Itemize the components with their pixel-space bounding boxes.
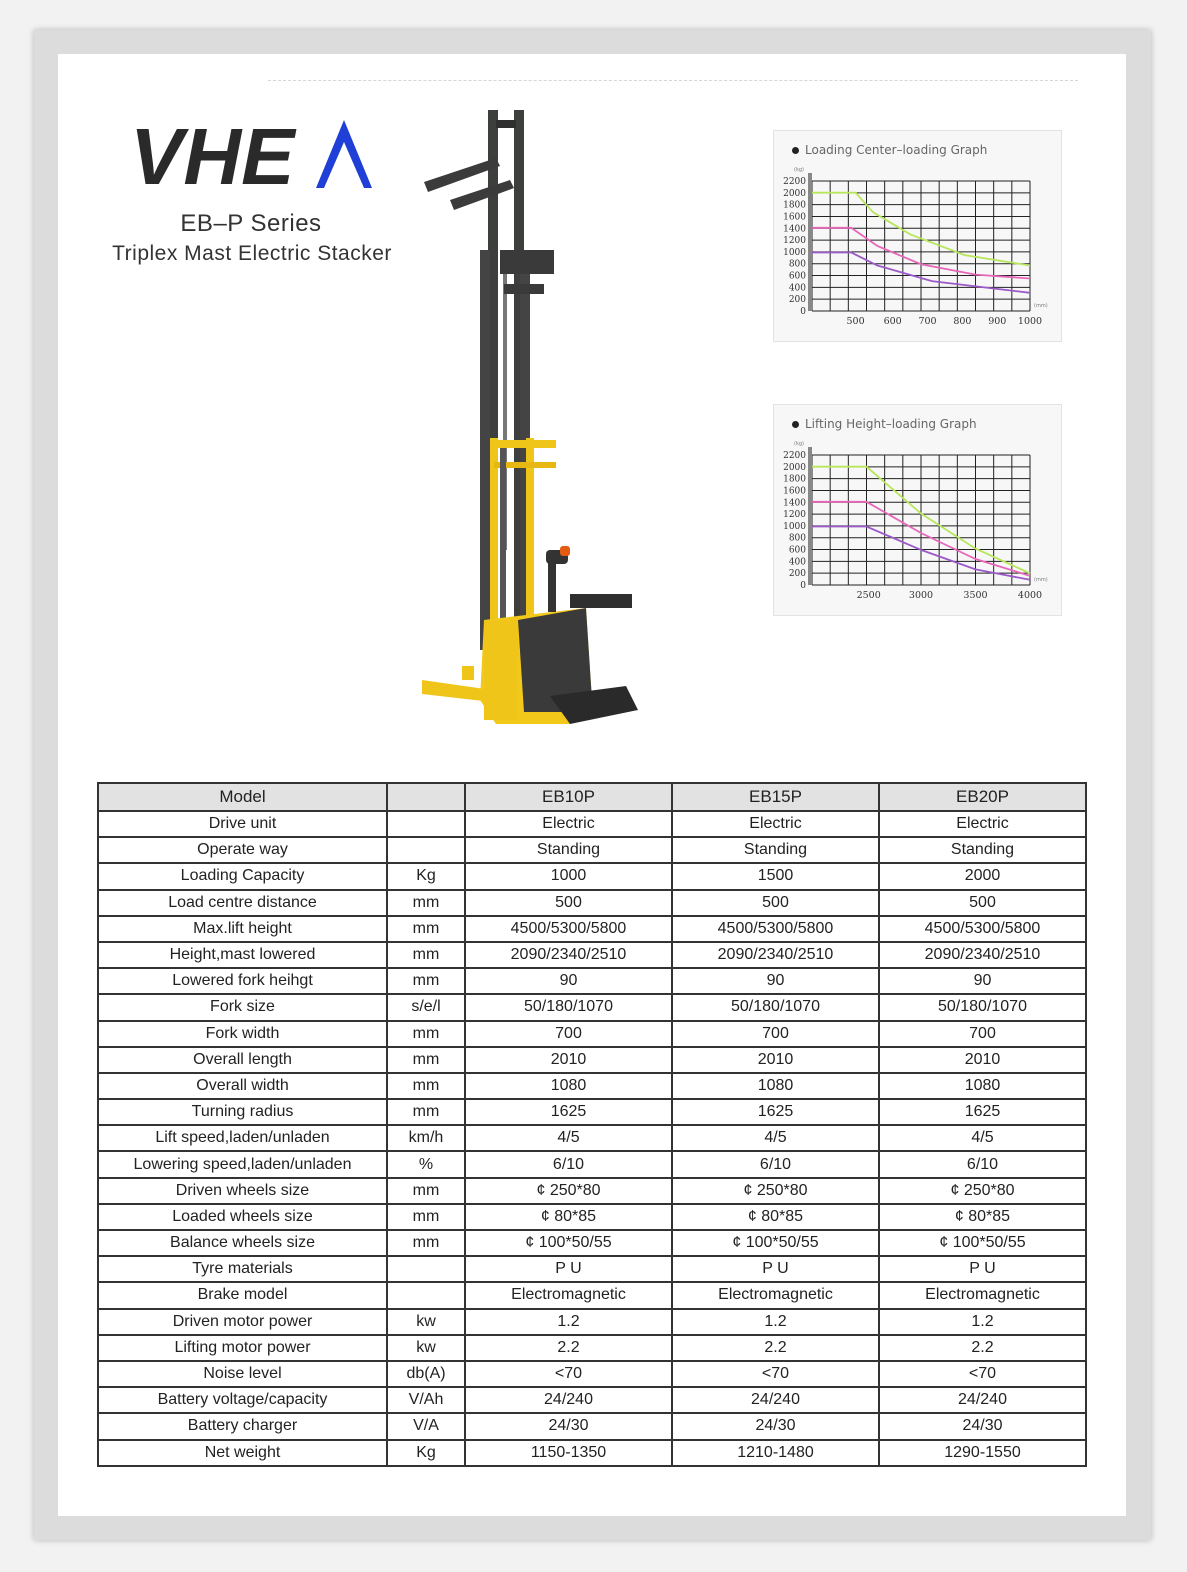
- spec-eb20p: 1.2: [879, 1309, 1086, 1335]
- y-tick-label: 600: [788, 545, 806, 556]
- y-unit-label: (kg): [794, 441, 804, 447]
- y-tick-label: 2200: [783, 451, 806, 461]
- spec-eb15p: 4/5: [672, 1125, 879, 1151]
- table-row: [98, 1413, 1086, 1439]
- spec-eb15p: 90: [672, 968, 879, 994]
- spec-label: Loaded wheels size: [98, 1204, 387, 1230]
- spec-eb20p: ¢ 80*85: [879, 1204, 1086, 1230]
- header-eb10p: EB10P: [465, 783, 672, 811]
- x-tick-label: 700: [918, 316, 937, 327]
- x-tick-label: 600: [883, 316, 902, 327]
- spec-eb10p: 2.2: [465, 1335, 672, 1361]
- y-tick-label: 0: [800, 581, 806, 591]
- y-tick-label: 2000: [783, 462, 806, 473]
- spec-eb15p: 1625: [672, 1099, 879, 1125]
- spec-eb15p: Electric: [672, 811, 879, 837]
- spec-eb10p: Standing: [465, 837, 672, 863]
- spec-eb20p: 2.2: [879, 1335, 1086, 1361]
- spec-eb15p: 6/10: [672, 1151, 879, 1177]
- table-row: [98, 863, 1086, 889]
- table-row: [98, 1256, 1086, 1282]
- spec-label: Battery voltage/capacity: [98, 1387, 387, 1413]
- loading-center-graph: [773, 130, 1062, 342]
- x-tick-label: 4000: [1017, 590, 1043, 601]
- y-tick-label: 800: [788, 533, 806, 544]
- spec-eb10p: 6/10: [465, 1151, 672, 1177]
- y-tick-label: 1000: [783, 247, 806, 258]
- spec-eb15p: Electromagnetic: [672, 1282, 879, 1308]
- spec-eb15p: ¢ 80*85: [672, 1204, 879, 1230]
- spec-eb10p: 1080: [465, 1073, 672, 1099]
- spec-label: Noise level: [98, 1361, 387, 1387]
- spec-label: Balance wheels size: [98, 1230, 387, 1256]
- spec-eb10p: 1150-1350: [465, 1440, 672, 1466]
- spec-unit: mm: [387, 1099, 465, 1125]
- header-model: Model: [98, 783, 387, 811]
- spec-unit: kw: [387, 1309, 465, 1335]
- spec-label: Operate way: [98, 837, 387, 863]
- spec-unit: db(A): [387, 1361, 465, 1387]
- header-eb20p: EB20P: [879, 783, 1086, 811]
- spec-eb15p: 500: [672, 890, 879, 916]
- logo-wordmark: VHE: [130, 112, 295, 194]
- table-row: [98, 968, 1086, 994]
- x-unit-label: (mm): [1034, 577, 1048, 583]
- spec-eb20p: 6/10: [879, 1151, 1086, 1177]
- lifting-height-plot: [774, 405, 1061, 615]
- y-tick-label: 1200: [783, 510, 806, 521]
- lifting-height-graph: [773, 404, 1062, 616]
- table-row: [98, 1282, 1086, 1308]
- header-eb15p: EB15P: [672, 783, 879, 811]
- spec-eb20p: 2000: [879, 863, 1086, 889]
- spec-label: Driven wheels size: [98, 1178, 387, 1204]
- table-row: [98, 811, 1086, 837]
- spec-eb15p: Standing: [672, 837, 879, 863]
- spec-eb10p: ¢ 80*85: [465, 1204, 672, 1230]
- spec-eb10p: 90: [465, 968, 672, 994]
- y-tick-label: 200: [788, 295, 806, 306]
- spec-label: Lowered fork heihgt: [98, 968, 387, 994]
- spec-eb10p: 700: [465, 1021, 672, 1047]
- loading-center-graph-title: Loading Center–loading Graph: [792, 143, 987, 157]
- spec-label: Fork size: [98, 994, 387, 1020]
- spec-unit: mm: [387, 1204, 465, 1230]
- spec-unit: mm: [387, 968, 465, 994]
- spec-eb20p: 90: [879, 968, 1086, 994]
- spec-eb20p: P U: [879, 1256, 1086, 1282]
- spec-label: Height,mast lowered: [98, 942, 387, 968]
- spec-eb15p: 1500: [672, 863, 879, 889]
- y-tick-label: 2200: [783, 177, 806, 187]
- spec-label: Net weight: [98, 1440, 387, 1466]
- spec-label: Brake model: [98, 1282, 387, 1308]
- table-row: [98, 1021, 1086, 1047]
- spec-unit: [387, 1256, 465, 1282]
- table-header-row: [98, 783, 1086, 811]
- table-row: [98, 1178, 1086, 1204]
- spec-eb20p: ¢ 100*50/55: [879, 1230, 1086, 1256]
- spec-unit: V/A: [387, 1413, 465, 1439]
- x-tick-label: 800: [953, 316, 972, 327]
- spec-unit: Kg: [387, 1440, 465, 1466]
- specification-table: [97, 782, 1087, 1467]
- spec-eb20p: 500: [879, 890, 1086, 916]
- table-row: [98, 1125, 1086, 1151]
- spec-label: Lift speed,laden/unladen: [98, 1125, 387, 1151]
- spec-eb10p: 500: [465, 890, 672, 916]
- table-row: [98, 1440, 1086, 1466]
- spec-eb20p: 50/180/1070: [879, 994, 1086, 1020]
- table-row: [98, 1309, 1086, 1335]
- spec-eb15p: 1.2: [672, 1309, 879, 1335]
- spec-eb10p: P U: [465, 1256, 672, 1282]
- spec-eb15p: <70: [672, 1361, 879, 1387]
- spec-label: Load centre distance: [98, 890, 387, 916]
- y-tick-label: 1200: [783, 236, 806, 247]
- logo-chevron-icon: [316, 120, 372, 188]
- spec-eb20p: 24/240: [879, 1387, 1086, 1413]
- spec-eb10p: ¢ 100*50/55: [465, 1230, 672, 1256]
- y-tick-label: 800: [788, 259, 806, 270]
- y-tick-label: 1000: [783, 521, 806, 532]
- spec-eb15p: 4500/5300/5800: [672, 916, 879, 942]
- spec-eb20p: 1625: [879, 1099, 1086, 1125]
- x-tick-label: 500: [846, 316, 865, 327]
- spec-label: Driven motor power: [98, 1309, 387, 1335]
- header-unit: [387, 783, 465, 811]
- spec-eb15p: 1080: [672, 1073, 879, 1099]
- spec-eb20p: Standing: [879, 837, 1086, 863]
- spec-eb15p: 2.2: [672, 1335, 879, 1361]
- spec-eb10p: 2090/2340/2510: [465, 942, 672, 968]
- x-tick-label: 2500: [856, 590, 881, 601]
- table-row: [98, 890, 1086, 916]
- spec-label: Tyre materials: [98, 1256, 387, 1282]
- spec-eb15p: 1210-1480: [672, 1440, 879, 1466]
- table-row: [98, 1335, 1086, 1361]
- spec-eb20p: Electromagnetic: [879, 1282, 1086, 1308]
- spec-eb15p: 50/180/1070: [672, 994, 879, 1020]
- spec-eb20p: 4500/5300/5800: [879, 916, 1086, 942]
- y-tick-label: 400: [788, 283, 806, 294]
- y-unit-label: (kg): [794, 167, 804, 173]
- table-row: [98, 1204, 1086, 1230]
- table-row: [98, 1047, 1086, 1073]
- table-row: [98, 1361, 1086, 1387]
- spec-eb10p: 4500/5300/5800: [465, 916, 672, 942]
- spec-eb10p: 2010: [465, 1047, 672, 1073]
- spec-eb15p: 24/30: [672, 1413, 879, 1439]
- y-axis: [808, 447, 812, 585]
- spec-eb20p: 1080: [879, 1073, 1086, 1099]
- y-tick-label: 600: [788, 271, 806, 282]
- spec-eb10p: 24/240: [465, 1387, 672, 1413]
- spec-eb10p: 4/5: [465, 1125, 672, 1151]
- spec-eb20p: 2010: [879, 1047, 1086, 1073]
- spec-eb10p: Electromagnetic: [465, 1282, 672, 1308]
- y-tick-label: 2000: [783, 188, 806, 199]
- series-title: EB–P Series: [180, 210, 322, 237]
- spec-unit: km/h: [387, 1125, 465, 1151]
- product-subtitle: Triplex Mast Electric Stacker: [112, 242, 392, 265]
- spec-eb15p: P U: [672, 1256, 879, 1282]
- y-tick-label: 1400: [783, 224, 806, 235]
- spec-label: Battery charger: [98, 1413, 387, 1439]
- spec-label: Overall length: [98, 1047, 387, 1073]
- lifting-height-graph-title: Lifting Height–loading Graph: [792, 417, 977, 431]
- table-row: [98, 1230, 1086, 1256]
- spec-label: Max.lift height: [98, 916, 387, 942]
- y-tick-label: 1400: [783, 498, 806, 509]
- spec-label: Overall width: [98, 1073, 387, 1099]
- table-row: [98, 1073, 1086, 1099]
- spec-eb15p: ¢ 250*80: [672, 1178, 879, 1204]
- spec-eb20p: <70: [879, 1361, 1086, 1387]
- table-row: [98, 837, 1086, 863]
- stacker-image: [400, 100, 660, 740]
- spec-eb20p: 2090/2340/2510: [879, 942, 1086, 968]
- spec-eb10p: 1625: [465, 1099, 672, 1125]
- spec-unit: s/e/l: [387, 994, 465, 1020]
- spec-unit: mm: [387, 1073, 465, 1099]
- spec-eb10p: ¢ 250*80: [465, 1178, 672, 1204]
- spec-label: Lowering speed,laden/unladen: [98, 1151, 387, 1177]
- spec-unit: mm: [387, 916, 465, 942]
- spec-eb15p: ¢ 100*50/55: [672, 1230, 879, 1256]
- x-unit-label: (mm): [1034, 303, 1048, 309]
- spec-unit: %: [387, 1151, 465, 1177]
- y-tick-label: 0: [800, 307, 806, 317]
- spec-eb10p: 24/30: [465, 1413, 672, 1439]
- spec-unit: mm: [387, 1021, 465, 1047]
- x-tick-label: 3500: [963, 590, 988, 601]
- spec-eb20p: 1290-1550: [879, 1440, 1086, 1466]
- spec-label: Fork width: [98, 1021, 387, 1047]
- spec-eb10p: 1.2: [465, 1309, 672, 1335]
- table-row: [98, 1151, 1086, 1177]
- y-axis: [808, 173, 812, 311]
- spec-eb10p: 1000: [465, 863, 672, 889]
- spec-eb20p: 24/30: [879, 1413, 1086, 1439]
- brand-logo: [130, 112, 380, 194]
- spec-eb15p: 24/240: [672, 1387, 879, 1413]
- loading-center-plot: [774, 131, 1061, 341]
- spec-unit: mm: [387, 1178, 465, 1204]
- spec-unit: Kg: [387, 863, 465, 889]
- spec-unit: mm: [387, 1230, 465, 1256]
- spec-unit: [387, 811, 465, 837]
- y-tick-label: 1800: [783, 200, 806, 211]
- table-row: [98, 994, 1086, 1020]
- spec-eb15p: 700: [672, 1021, 879, 1047]
- spec-unit: mm: [387, 1047, 465, 1073]
- spec-unit: kw: [387, 1335, 465, 1361]
- spec-eb10p: <70: [465, 1361, 672, 1387]
- spec-label: Drive unit: [98, 811, 387, 837]
- y-tick-label: 200: [788, 569, 806, 580]
- spec-unit: V/Ah: [387, 1387, 465, 1413]
- y-tick-label: 1600: [783, 486, 806, 497]
- spec-eb15p: 2090/2340/2510: [672, 942, 879, 968]
- y-tick-label: 1800: [783, 474, 806, 485]
- x-tick-label: 1000: [1017, 316, 1043, 327]
- spec-unit: mm: [387, 942, 465, 968]
- y-tick-label: 400: [788, 557, 806, 568]
- y-tick-label: 1600: [783, 212, 806, 223]
- spec-eb15p: 2010: [672, 1047, 879, 1073]
- spec-eb20p: 700: [879, 1021, 1086, 1047]
- spec-eb20p: 4/5: [879, 1125, 1086, 1151]
- spec-eb20p: ¢ 250*80: [879, 1178, 1086, 1204]
- spec-label: Lifting motor power: [98, 1335, 387, 1361]
- spec-label: Loading Capacity: [98, 863, 387, 889]
- table-row: [98, 942, 1086, 968]
- table-row: [98, 916, 1086, 942]
- spec-label: Turning radius: [98, 1099, 387, 1125]
- spec-eb20p: Electric: [879, 811, 1086, 837]
- x-tick-label: 3000: [908, 590, 934, 601]
- spec-unit: [387, 837, 465, 863]
- spec-unit: [387, 1282, 465, 1308]
- table-row: [98, 1387, 1086, 1413]
- spec-eb10p: 50/180/1070: [465, 994, 672, 1020]
- x-tick-label: 900: [988, 316, 1007, 327]
- spec-unit: mm: [387, 890, 465, 916]
- top-divider: [268, 80, 1078, 81]
- table-row: [98, 1099, 1086, 1125]
- spec-eb10p: Electric: [465, 811, 672, 837]
